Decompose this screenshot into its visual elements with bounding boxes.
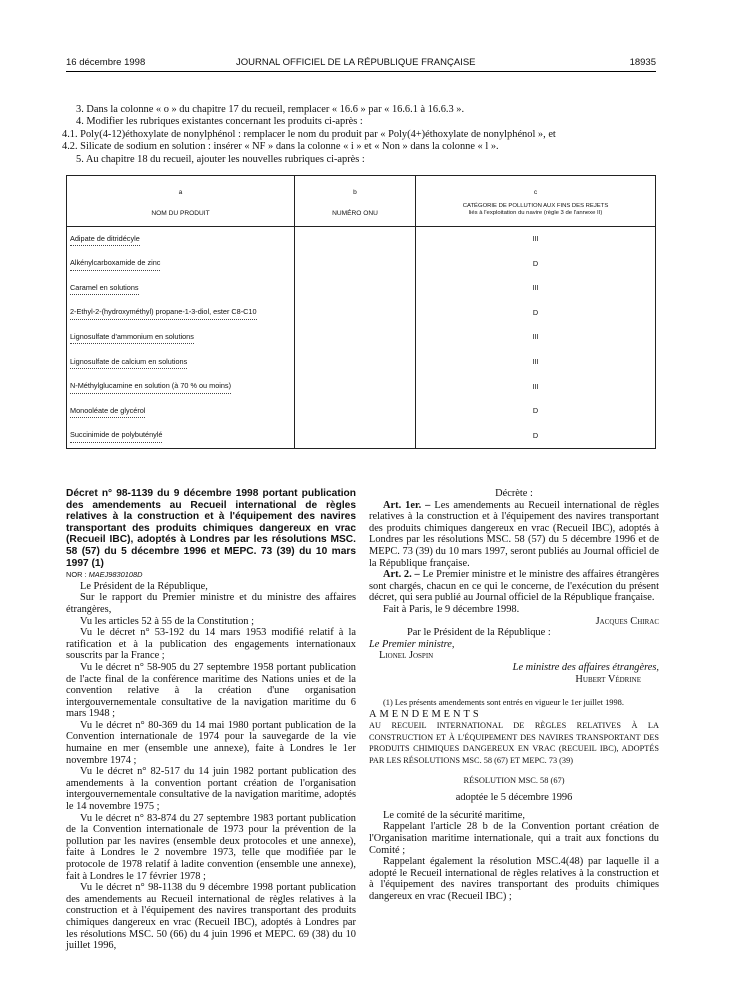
header-page-number: 18935: [629, 57, 656, 68]
ministre-title: Le ministre des affaires étrangères,: [512, 661, 659, 673]
amendements-subtitle: AU RECUEIL INTERNATIONAL DE RÈGLES RELATIVES À LA CONSTRUCTION ET À L'ÉQUIPEMENT DES NAVIRES TRANSPORTANT DES PRODUITS CHIMIQUES DANGEREUX EN VRAC (RECUEIL IBC), ADOPTÉS PAR LES RÉSOLUTIONS MSC. 58 (67) ET MEPC. 73 (39): [369, 721, 659, 766]
paragraph: Vu le décret n° 83-874 du 27 septembre 1983 portant publication de la Convention internationale de 1973 pour la prévention de la pollution par les navires (ensemble deux protocoles et une annexe), faite à Londres le 2 novembre 1973, telle que modifiée par le protocole de 1978 relatif à ladite convention (ensemble une annexe), fait à Londres le 17 février 1978 ;: [66, 812, 356, 882]
resolution-number: RÉSOLUTION MSC. 58 (67): [463, 775, 565, 785]
article-2-text: Le Premier ministre et le ministre des affaires étrangères sont chargés, chacun en ce qui le concerne, de l'exécution du présent décret, qui sera publié au Journal officiel de la République française.: [369, 569, 659, 604]
paragraph: Vu le décret n° 58-905 du 27 septembre 1958 portant publication de l'acte final de la conférence maritime des Nations unies et de la convention relative à la création d'une organisation intergouvernementale consultative de la navigation maritime du 6 mars 1948 ;: [66, 661, 356, 720]
rappelant-1: Rappelant l'article 28 b de la Convention portant création de l'Organisation maritime internationale, qui a trait aux fonctions du Comité ;: [369, 821, 659, 856]
product-name: Succinimide de polybuténylé: [70, 429, 162, 442]
article-2-label: Art. 2. –: [383, 569, 420, 581]
article-1: [369, 500, 659, 570]
pollution-category: D: [416, 399, 656, 424]
col-b-title: NUMÉRO ONU: [332, 210, 378, 218]
table-row: [67, 399, 656, 424]
un-number: [295, 252, 416, 277]
nor-code: MAEJ9830108D: [88, 570, 143, 580]
product-name: Monooléate de glycérol: [70, 405, 145, 418]
paragraph: Vu le décret n° 82-517 du 14 juin 1982 portant publication des amendements à la convention portant création de l'organisation intergouvernementale consultative de la navigation maritime, adoptés le 14 novembre 1975 ;: [66, 766, 356, 813]
page-header: [66, 57, 656, 71]
table-row: [67, 227, 656, 252]
signature-president: Jacques Chirac: [595, 615, 659, 627]
paragraph: Le Président de la République,: [80, 580, 208, 592]
table-row: [67, 350, 656, 375]
product-name: 2-Ethyl-2-(hydroxyméthyl) propane-1-3-diol, ester C8-C10: [70, 306, 257, 319]
premier-ministre-title: Le Premier ministre,: [369, 638, 455, 650]
header-date: 16 décembre 1998: [66, 57, 146, 68]
footnote: (1) Les présents amendements sont entrés en vigueur le 1er juillet 1998.: [383, 698, 624, 708]
comite-text: Le comité de la sécurité maritime,: [383, 809, 525, 821]
adoption-date: adoptée le 5 décembre 1996: [455, 792, 573, 804]
pollution-category: D: [416, 424, 656, 449]
pollution-category: D: [416, 252, 656, 277]
decree-title: Décret n° 98-1139 du 9 décembre 1998 portant publication des amendements au Recueil international de règles relatives à la construction et à l'équipement des navires transportant des produits chimiques dangereux en vrac (Recueil IBC), adoptés à Londres par les résolutions MSC. 58 (57) du 5 décembre 1996 et MEPC. 73 (39) du 10 mars 1997 (1): [66, 488, 356, 569]
un-number: [295, 276, 416, 301]
fait-a-paris: Fait à Paris, le 9 décembre 1998.: [383, 603, 520, 615]
pollution-category: D: [416, 301, 656, 326]
left-column: [66, 488, 356, 952]
table-row: [67, 424, 656, 449]
product-name: Caramel en solutions: [70, 282, 139, 295]
col-b-letter: b: [353, 189, 357, 196]
un-number: [295, 301, 416, 326]
table-row: [67, 325, 656, 350]
un-number: [295, 424, 416, 449]
col-c-header: [416, 176, 656, 227]
par-le-president: Par le Président de la République :: [407, 627, 551, 639]
instruction-5: 5. Au chapitre 18 du recueil, ajouter les nouvelles rubriques ci-après :: [76, 153, 365, 165]
amendements-heading: AMENDEMENTS: [369, 708, 482, 720]
header-journal-title: JOURNAL OFFICIEL DE LA RÉPUBLIQUE FRANÇAISE: [236, 57, 476, 68]
nor-label: NOR :: [66, 570, 87, 580]
rappelant-2: Rappelant également la résolution MSC.4(48) par laquelle il a adopté le Recueil international de règles relatives à la construction et à l'équipement des navires transportant des produits chimiques dangereux en vrac (Recueil IBC) ;: [369, 856, 659, 902]
col-c-letter: c: [533, 189, 538, 196]
amendment-instructions: [62, 104, 666, 166]
article-2: [369, 569, 659, 604]
un-number: [295, 399, 416, 424]
pollution-category: III: [416, 276, 656, 301]
col-c-subtitle: liés à l'exploitation du navire (règle 3 de l'annexe II): [468, 210, 603, 217]
instruction-4-2: 4.2. Silicate de sodium en solution : insérer « NF » dans la colonne « i » et « Non » dans la colonne « l ».: [62, 141, 499, 153]
instruction-3: 3. Dans la colonne « o » du chapitre 17 du recueil, remplacer « 16.6 » par « 16.6.1 à 16.6.3 ».: [76, 104, 465, 115]
paragraph: Vu le décret n° 80-369 du 14 mai 1980 portant publication de la Convention internationale de 1974 pour la sauvegarde de la vie humaine en mer (ensemble une annexe), faite à Londres le 1er novembre 1974 ;: [66, 719, 356, 766]
pollution-category: III: [416, 325, 656, 350]
table-row: [67, 375, 656, 400]
paragraph: Vu le décret n° 53-192 du 14 mars 1953 modifié relatif à la ratification et à la publication des engagements internationaux souscrits par la France ;: [66, 627, 356, 662]
pollution-category: III: [416, 350, 656, 375]
table-row: [67, 276, 656, 301]
instruction-4: 4. Modifier les rubriques existantes concernant les produits ci-après :: [76, 116, 363, 128]
instruction-4-1: 4.1. Poly(4-12)éthoxylate de nonylphénol : remplacer le nom du produit par « Poly(4+)éthoxylate de nonylphénol », et: [62, 128, 556, 140]
paragraph: Sur le rapport du Premier ministre et du ministre des affaires étrangères,: [66, 592, 356, 615]
premier-ministre-name: Lionel Jospin: [379, 650, 434, 662]
product-name: Lignosulfate de calcium en solutions: [70, 356, 187, 369]
un-number: [295, 325, 416, 350]
article-1-text: Les amendements au Recueil international de règles relatives à la construction et à l'équipement des navires transportant des produits chimiques dangereux en vrac (Recueil IBC), adoptés à Londres par les résolutions MSC. 58 (57) du 5 décembre 1996 et de MEPC. 73 (39) du 10 mars 1997, seront publiés au Journal officiel de la République française.: [369, 499, 659, 569]
col-b-header: [295, 176, 416, 227]
right-column: [369, 488, 659, 903]
product-name: Adipate de ditridécyle: [70, 233, 140, 246]
nor-reference: [66, 569, 356, 581]
pollution-category: III: [416, 227, 656, 252]
paragraph: Vu le décret n° 98-1138 du 9 décembre 1998 portant publication des amendements au Recueil international de règles relatives à la construction et à l'équipement des navires transportant des produits chimiques dangereux en vrac (Recueil IBC), adoptés à Londres par les résolutions MSC. 50 (66) du 4 juin 1996 et MEPC. 69 (38) du 10 juillet 1996,: [66, 882, 356, 952]
header-rule: [66, 71, 656, 72]
product-name: Alkénylcarboxamide de zinc: [70, 257, 160, 270]
product-name: N-Méthylglucamine en solution (à 70 % ou moins): [70, 380, 231, 393]
product-name: Lignosulfate d'ammonium en solutions: [70, 331, 194, 344]
un-number: [295, 227, 416, 252]
un-number: [295, 375, 416, 400]
col-a-letter: a: [178, 189, 183, 196]
article-1-label: Art. 1er. –: [383, 499, 431, 511]
decrete-heading: Décrète :: [495, 488, 533, 499]
pollution-category: III: [416, 375, 656, 400]
col-a-header: [67, 176, 295, 227]
table-row: [67, 301, 656, 326]
ministre-name: Hubert Védrine: [575, 673, 641, 685]
products-table: [66, 175, 656, 449]
col-a-title: NOM DU PRODUIT: [151, 210, 210, 218]
un-number: [295, 350, 416, 375]
paragraph: Vu les articles 52 à 55 de la Constitution ;: [80, 615, 254, 627]
col-c-title: CATÉGORIE DE POLLUTION AUX FINS DES REJETS: [462, 203, 609, 210]
table-row: [67, 252, 656, 277]
